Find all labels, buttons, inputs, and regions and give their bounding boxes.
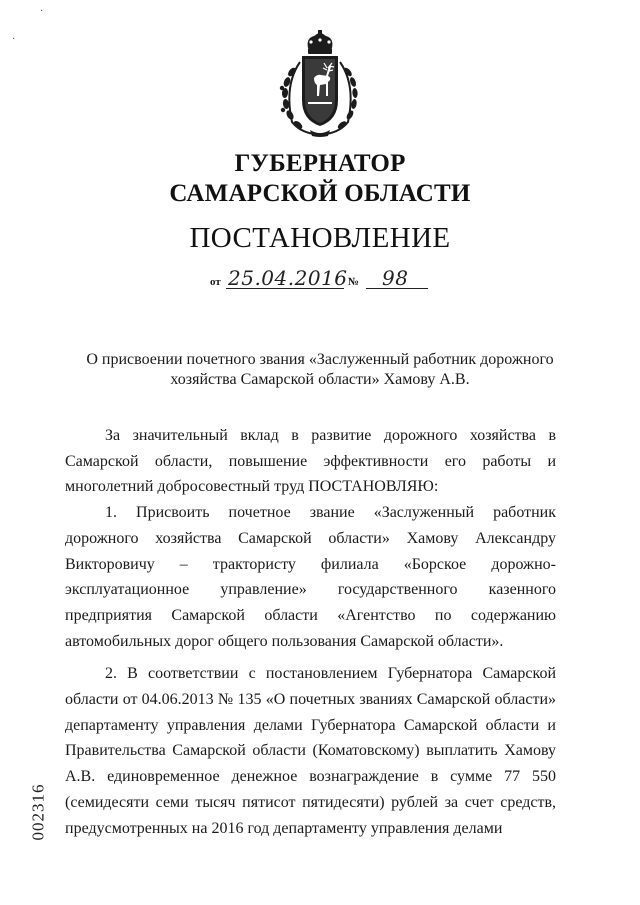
date-underline [226, 288, 344, 289]
samara-coat-of-arms-icon [270, 30, 370, 138]
body-intro-paragraph: За значительный вклад в развитие дорожного хозяйства в Самарской области, повышение эффективности его работы и многолетний добросовестный труд ПОСТАНОВЛЯЮ: [65, 427, 556, 496]
document-body [65, 423, 556, 841]
scan-speck: · [12, 34, 16, 45]
archive-number-stamp [18, 780, 58, 840]
body-item-1: 1. Присвоить почетное звание «Заслуженный работник дорожного хозяйства Самарской области» Хамову Александру Викторовичу – трактористу филиала «Борское дорожно-эксплуатационное управление» государственного казенного предприятия Самарской области «Агентство по содержанию автомобильных дорог общего пользования Самарской области». [65, 504, 556, 650]
body-item-2: 2. В соответствии с постановлением Губернатора Самарской области от 04.06.2013 № 135 «О почетных званиях Самарской области» департаменту управления делами Губернатора Самарской области и Правительства Самарской области (Коматовскому) выплатить Хамову А.В. единовременное денежное вознаграждение в сумме 77 550 (семидесяти семи тысяч пятисот пятидесяти) рублей за счет средств, предусмотренных на 2016 год департаменту управления делами [65, 665, 556, 837]
date-number-line [210, 264, 440, 290]
scan-speck: · [40, 6, 44, 17]
number-underline [366, 288, 428, 289]
archive-number: 002316 [28, 783, 48, 841]
document-type-title: ПОСТАНОВЛЕНИЕ [189, 222, 451, 254]
handwritten-date: 25.04.2016 [228, 266, 348, 290]
header-governor: ГУБЕРНАТОР [234, 150, 406, 177]
handwritten-number: 98 [382, 266, 409, 290]
document-subject: О присвоении почетного звания «Заслуженный работник дорожного хозяйства Самарской области» Хамову А.В. [86, 351, 554, 388]
from-label: от [210, 276, 221, 288]
header-region: САМАРСКОЙ ОБЛАСТИ [169, 180, 471, 207]
number-label: № [348, 276, 360, 288]
